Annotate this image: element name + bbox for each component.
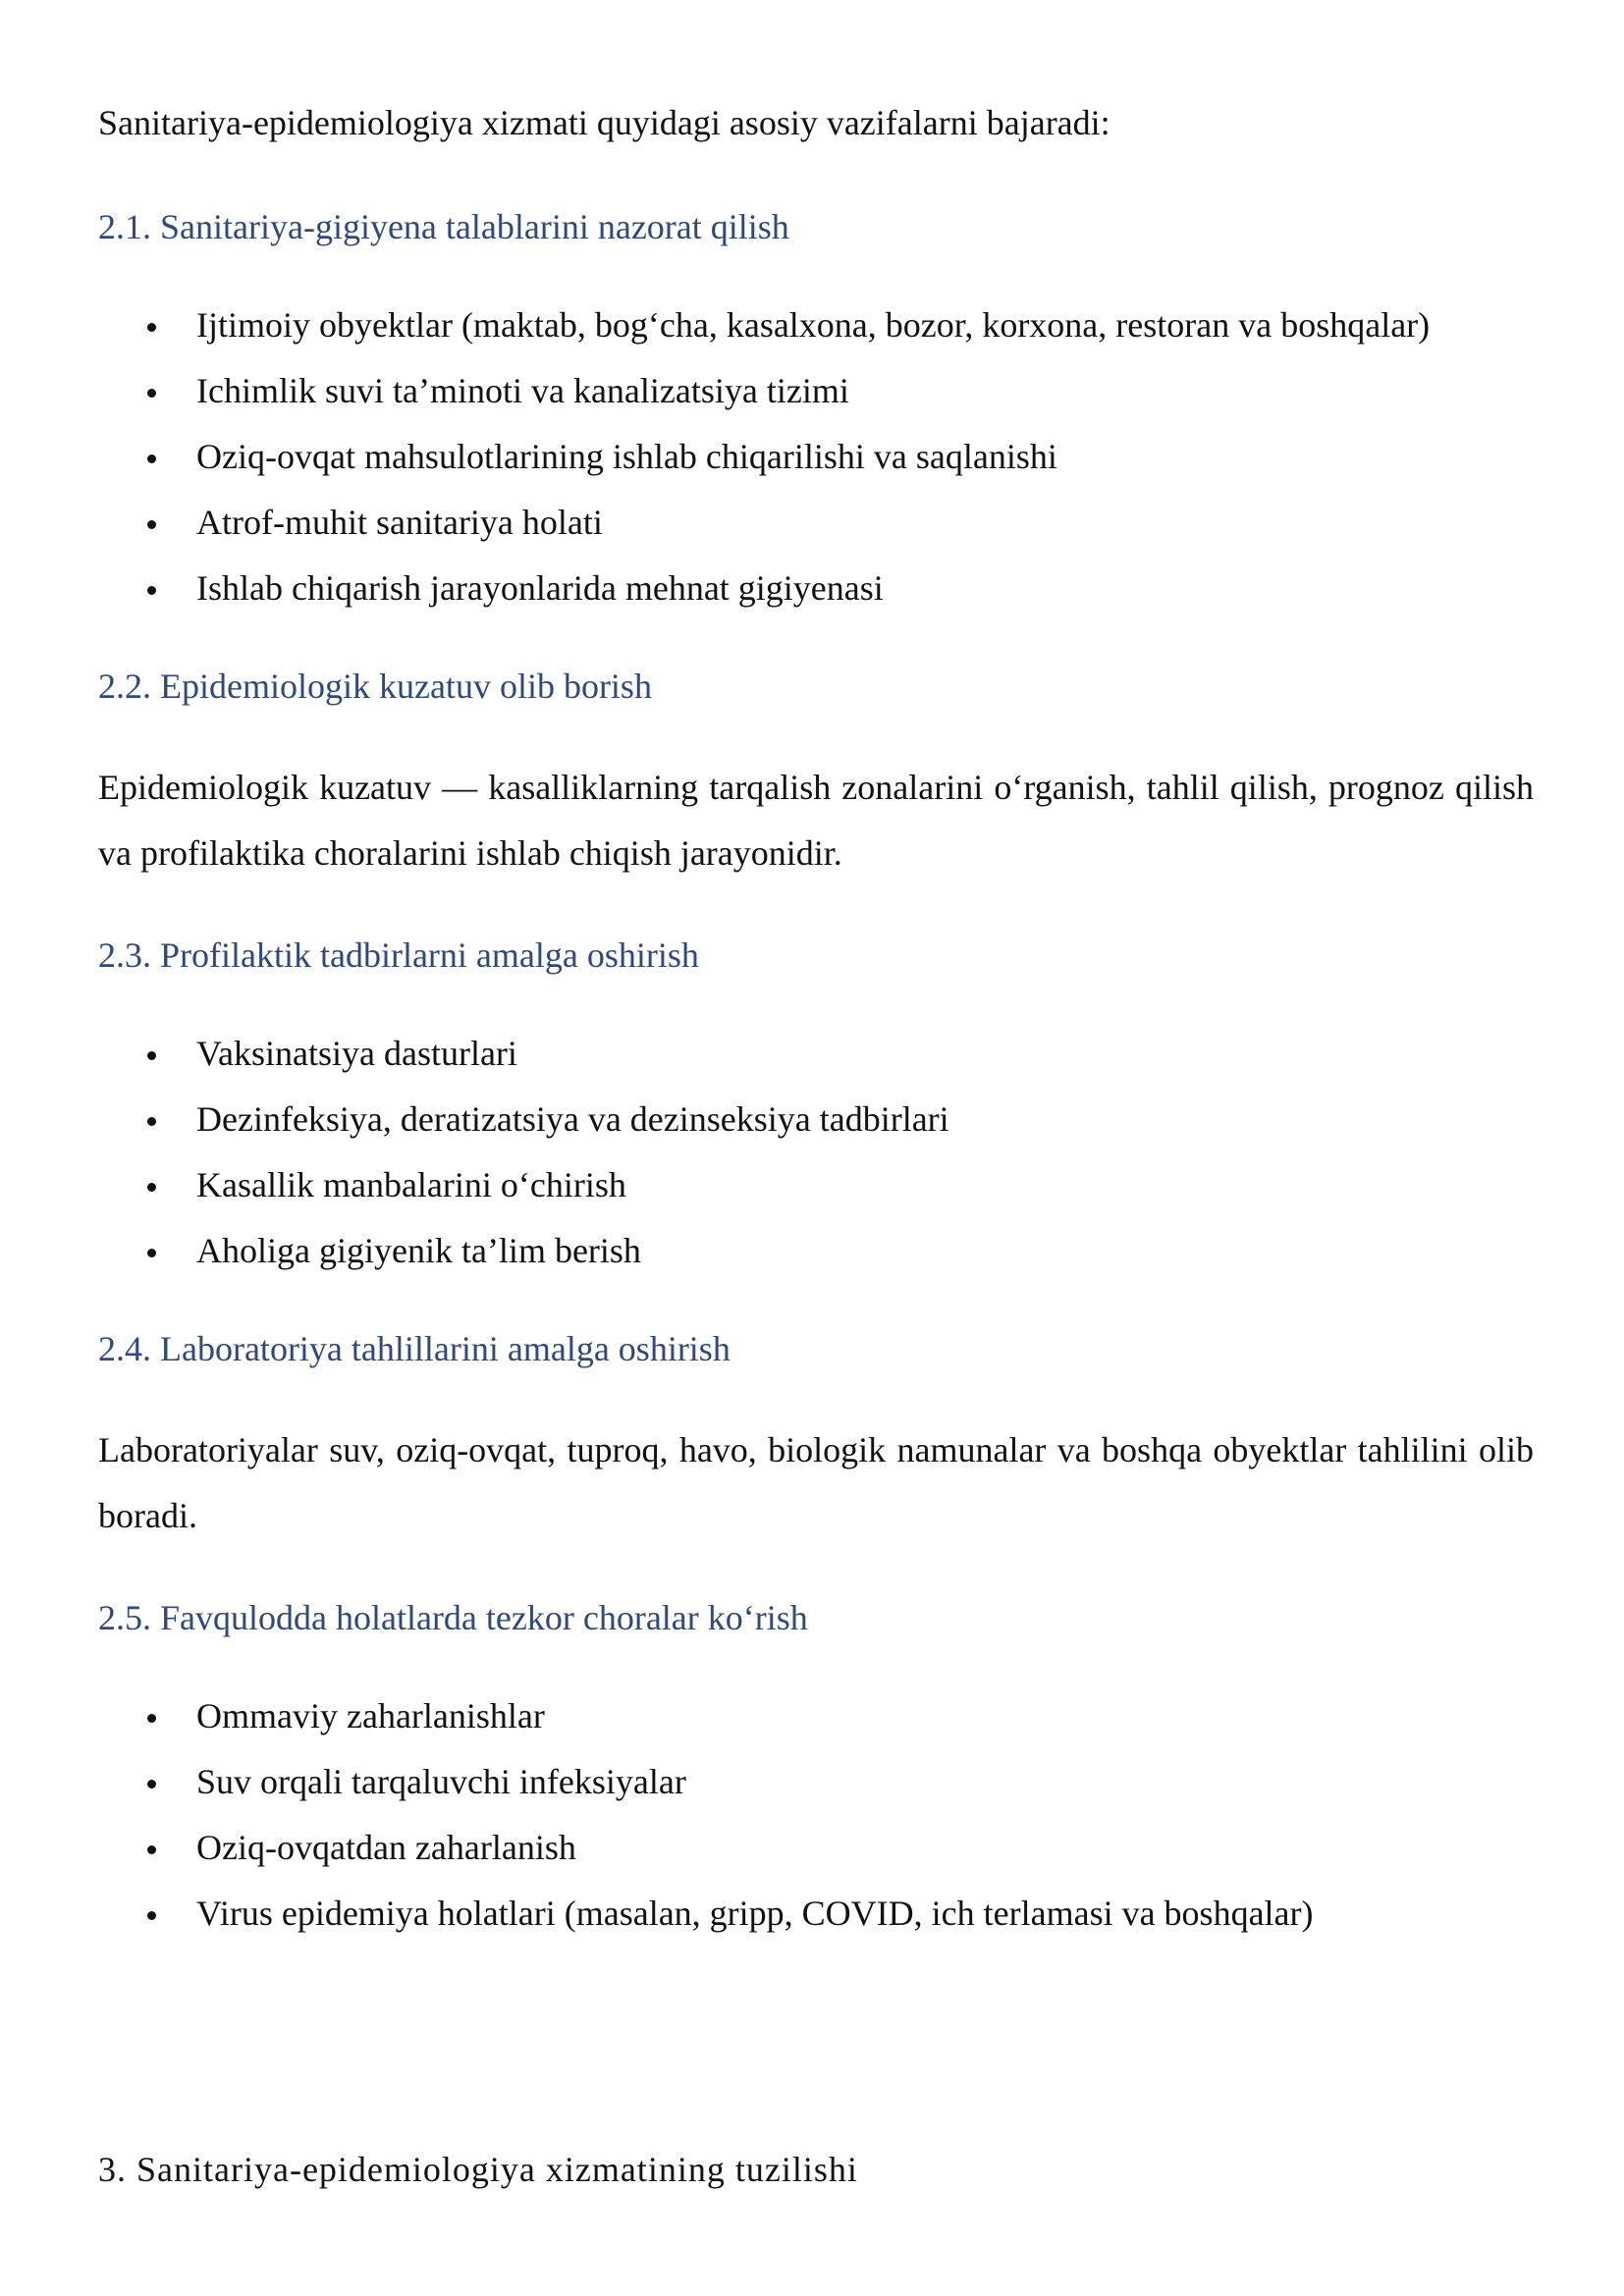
- list-item: Vaksinatsiya dasturlari: [98, 1029, 1534, 1078]
- list-item: Ishlab chiqarish jarayonlarida mehnat gigiyenasi: [98, 563, 1534, 613]
- list-item: Ichimlik suvi ta’minoti va kanalizatsiya tizimi: [98, 366, 1534, 415]
- paragraph-2-2: Epidemiologik kuzatuv — kasalliklarning tarqalish zonalarini o‘rganish, tahlil qilish, prognoz qilish va profilaktika choralarini ishlab chiqish jarayonidir.: [98, 768, 1534, 873]
- bullet-icon: [147, 1249, 156, 1257]
- list-item: Ijtimoiy obyektlar (maktab, bog‘cha, kasalxona, bozor, korxona, restoran va boshqalar): [98, 300, 1534, 349]
- section-heading-2-1: 2.1. Sanitariya-gigiyena talablarini nazorat qilish: [98, 207, 789, 246]
- section-heading-2-3: 2.3. Profilaktik tadbirlarni amalga oshirish: [98, 935, 699, 975]
- bullet-icon: [147, 520, 156, 529]
- bullet-icon: [147, 586, 156, 595]
- list-item: Atrof-muhit sanitariya holati: [98, 498, 1534, 547]
- bullet-icon: [147, 323, 156, 332]
- bullet-icon: [147, 1051, 156, 1060]
- list-item: Dezinfeksiya, deratizatsiya va dezinseksiya tadbirlari: [98, 1095, 1534, 1144]
- bullet-icon: [147, 1911, 156, 1920]
- next-section-title: 3. Sanitariya-epidemiologiya xizmatining tuzilishi: [98, 2150, 858, 2189]
- list-item: Ommaviy zaharlanishlar: [98, 1691, 1534, 1740]
- section-heading-2-5: 2.5. Favqulodda holatlarda tezkor choralar ko‘rish: [98, 1598, 808, 1637]
- section-heading-2-2: 2.2. Epidemiologik kuzatuv olib borish: [98, 667, 652, 706]
- bullet-icon: [147, 1183, 156, 1192]
- bullet-list-2-1: [98, 300, 1534, 613]
- paragraph-2-4: Laboratoriyalar suv, oziq-ovqat, tuproq, havo, biologik namunalar va boshqa obyektlar tahlilini olib boradi.: [98, 1430, 1534, 1535]
- bullet-icon: [147, 389, 156, 398]
- bullet-icon: [147, 454, 156, 463]
- bullet-icon: [147, 1117, 156, 1126]
- document-page: [98, 98, 1534, 1987]
- list-item: Aholiga gigiyenik ta’lim berish: [98, 1226, 1534, 1275]
- intro-text: Sanitariya-epidemiologiya xizmati quyidagi asosiy vazifalarni bajaradi:: [98, 103, 1110, 142]
- section-heading-2-4: 2.4. Laboratoriya tahlillarini amalga oshirish: [98, 1329, 731, 1368]
- list-item: Virus epidemiya holatlari (masalan, gripp, COVID, ich terlamasi va boshqalar): [98, 1889, 1534, 1938]
- list-item: Oziq-ovqat mahsulotlarining ishlab chiqarilishi va saqlanishi: [98, 432, 1534, 481]
- bullet-list-2-3: [98, 1029, 1534, 1275]
- bullet-icon: [147, 1780, 156, 1789]
- bullet-icon: [147, 1714, 156, 1723]
- list-item: Suv orqali tarqaluvchi infeksiyalar: [98, 1757, 1534, 1806]
- list-item: Oziq-ovqatdan zaharlanish: [98, 1823, 1534, 1872]
- list-item: Kasallik manbalarini o‘chirish: [98, 1160, 1534, 1209]
- bullet-list-2-5: [98, 1691, 1534, 1938]
- bullet-icon: [147, 1845, 156, 1854]
